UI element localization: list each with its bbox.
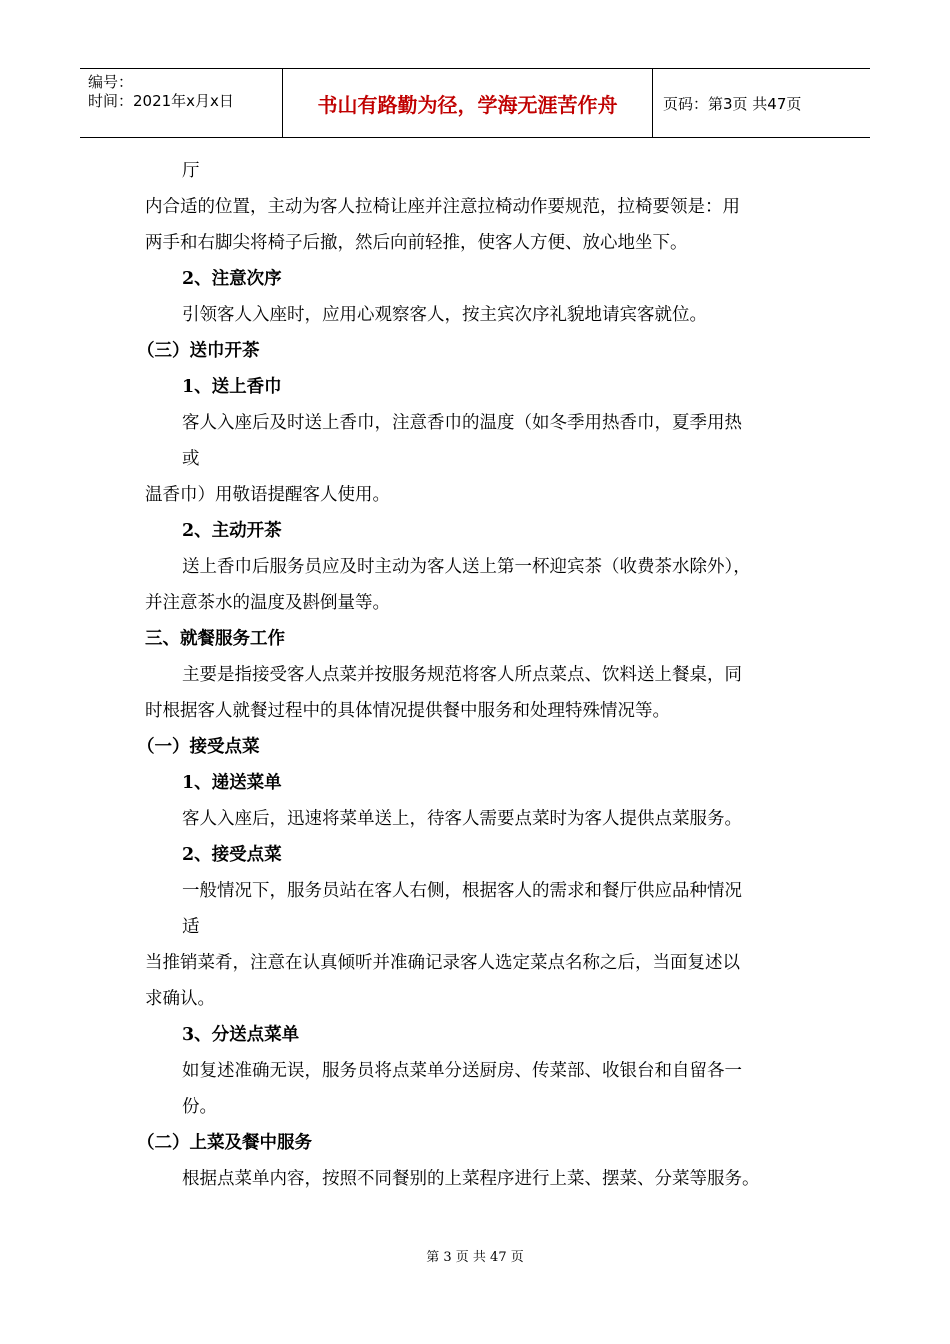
document-number-label: 编号： xyxy=(88,73,134,91)
body-line: 厅 xyxy=(182,161,200,181)
subheading: 1、送上香巾 xyxy=(182,377,282,397)
body-line: 内合适的位置，主动为客人拉椅让座并注意拉椅动作要规范，拉椅要领是：用 xyxy=(145,197,740,217)
page-header xyxy=(80,68,870,138)
subheading: 2、接受点菜 xyxy=(182,845,282,865)
body-line: 时根据客人就餐过程中的具体情况提供餐中服务和处理特殊情况等。 xyxy=(145,701,670,721)
body-line: 引领客人入座时，应用心观察客人，按主宾次序礼貌地请宾客就位。 xyxy=(182,305,707,325)
body-line: 适 xyxy=(182,917,200,937)
page-footer: 第 3 页 共 47 页 xyxy=(426,1250,524,1265)
document-time-label: 时间：2021年x月x日 xyxy=(88,92,234,110)
subheading: 1、递送菜单 xyxy=(182,773,282,793)
body-line: 两手和右脚尖将椅子后撤，然后向前轻推，使客人方便、放心地坐下。 xyxy=(145,233,688,253)
header-page-number: 页码：第3页 共47页 xyxy=(663,94,802,113)
body-line: 主要是指接受客人点菜并按服务规范将客人所点菜点、饮料送上餐桌，同 xyxy=(182,665,742,685)
section-heading: （二）上菜及餐中服务 xyxy=(137,1133,312,1153)
body-line: 并注意茶水的温度及斟倒量等。 xyxy=(145,593,390,613)
body-line: 根据点菜单内容，按照不同餐别的上菜程序进行上菜、摆菜、分菜等服务。 xyxy=(182,1169,760,1189)
subheading: 2、注意次序 xyxy=(182,269,282,289)
chapter-heading: 三、就餐服务工作 xyxy=(145,629,285,649)
subheading: 2、主动开茶 xyxy=(182,521,282,541)
body-line: 客人入座后及时送上香巾，注意香巾的温度（如冬季用热香巾，夏季用热 xyxy=(182,413,742,433)
body-line: 温香巾）用敬语提醒客人使用。 xyxy=(145,485,390,505)
body-line: 客人入座后，迅速将菜单送上，待客人需要点菜时为客人提供点菜服务。 xyxy=(182,809,742,829)
body-line: 如复述准确无误，服务员将点菜单分送厨房、传菜部、收银台和自留各一 xyxy=(182,1061,742,1081)
section-heading: （一）接受点菜 xyxy=(137,737,260,757)
body-line: 送上香巾后服务员应及时主动为客人送上第一杯迎宾茶（收费茶水除外）， xyxy=(182,557,751,577)
body-line: 或 xyxy=(182,449,200,469)
body-line: 当推销菜肴，注意在认真倾听并准确记录客人选定菜点名称之后，当面复述以 xyxy=(145,953,740,973)
header-info-cell xyxy=(80,69,283,137)
section-heading: （三）送巾开茶 xyxy=(137,341,260,361)
subheading: 3、分送点菜单 xyxy=(182,1025,300,1045)
body-line: 求确认。 xyxy=(145,989,215,1009)
document-body xyxy=(137,153,810,1197)
header-motto: 书山有路勤为径，学海无涯苦作舟 xyxy=(283,69,653,137)
body-line: 份。 xyxy=(182,1097,217,1117)
body-line: 一般情况下，服务员站在客人右侧，根据客人的需求和餐厅供应品种情况 xyxy=(182,881,742,901)
